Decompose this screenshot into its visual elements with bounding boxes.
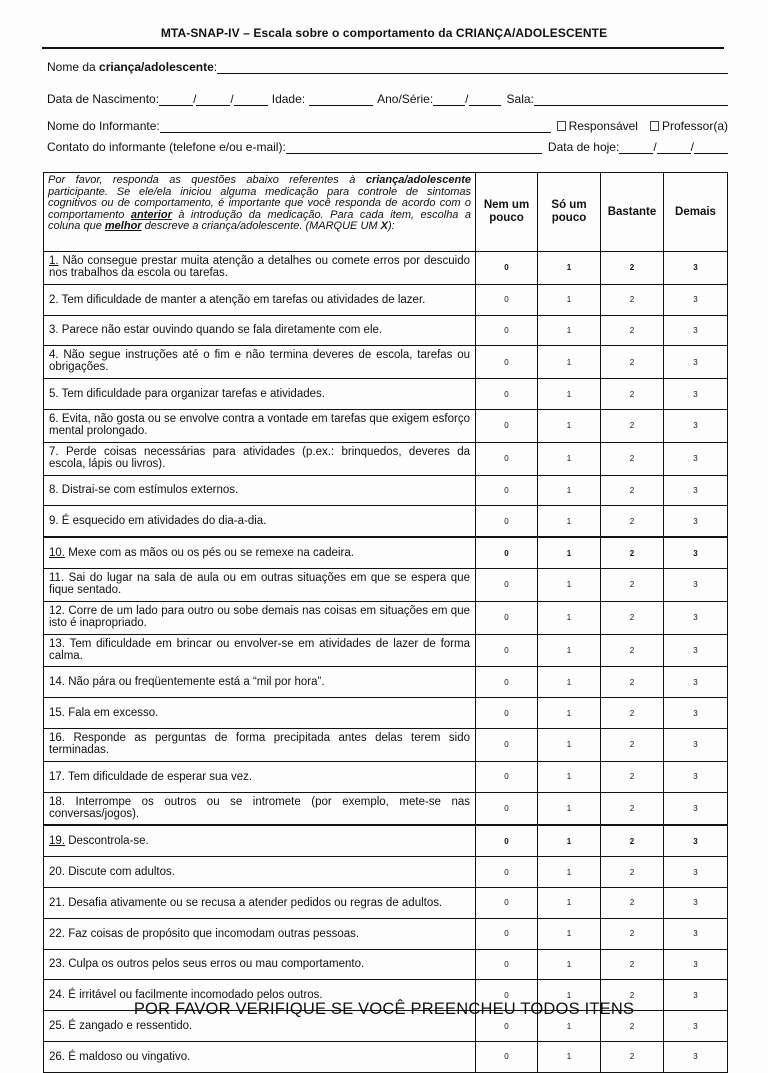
item-number: 16. [49, 731, 65, 744]
item-text [44, 698, 476, 729]
table-row [44, 887, 728, 918]
rating-cell-1[interactable]: 1 [538, 537, 601, 568]
item-text [44, 315, 476, 346]
table-row [44, 601, 728, 634]
item-statement: Tem dificuldade de manter a atenção em tarefas ou atividades de lazer. [61, 293, 426, 306]
rating-cell-0[interactable]: 0 [476, 315, 538, 346]
class-field[interactable] [469, 93, 501, 106]
informant-label: Nome do Informante: [47, 119, 160, 133]
form-title: MTA-SNAP-IV – Escala sobre o comportamento da CRIANÇA/ADOLESCENTE [160, 26, 608, 40]
rating-cell-1[interactable]: 1 [538, 568, 601, 601]
birth-row: Data de Nascimento: / / Idade: Ano/Série: / Sala: [47, 92, 728, 106]
rating-cell-3[interactable]: 3 [664, 284, 728, 315]
item-number: 21. [49, 896, 65, 909]
rating-table [43, 172, 728, 1073]
child-name-label: Nome da criança/adolescente: [47, 60, 218, 74]
rating-cell-3[interactable]: 3 [664, 887, 728, 918]
rating-cell-3[interactable]: 3 [664, 634, 728, 667]
checkbox-icon [650, 121, 659, 131]
table-row [44, 442, 728, 475]
item-statement: Não consegue prestar muita atenção a detalhes ou comete erros por descuido nos trabalhos da escola ou tarefas. [49, 255, 471, 279]
rating-cell-2[interactable]: 2 [601, 887, 664, 918]
item-text [44, 379, 476, 410]
item-statement: Responde as perguntas de forma precipitada antes delas terem sido terminadas. [49, 731, 471, 756]
item-statement: Não pára ou freqüentemente está a “mil por hora”. [68, 676, 325, 689]
item-number: 25. [49, 1020, 65, 1033]
rating-cell-0[interactable]: 0 [476, 918, 538, 949]
table-row [44, 506, 728, 537]
rating-cell-0[interactable]: 0 [476, 857, 538, 888]
table-row [44, 634, 728, 667]
room-field[interactable] [534, 93, 728, 106]
item-text [44, 568, 476, 601]
item-text [44, 728, 476, 761]
item-text [44, 1041, 476, 1072]
table-row [44, 568, 728, 601]
item-statement: Desafia ativamente ou se recusa a atender pedidos ou regras de adultos. [68, 896, 443, 909]
column-header-quite-a-bit: Bastante [601, 173, 664, 252]
item-number: 19. [49, 835, 65, 848]
table-row [44, 346, 728, 379]
item-number: 15. [49, 707, 65, 720]
item-statement: Fala em excesso. [68, 707, 159, 720]
item-text [44, 761, 476, 792]
rating-cell-1[interactable]: 1 [538, 728, 601, 761]
rating-cell-1[interactable]: 1 [538, 634, 601, 667]
rating-cell-3[interactable]: 3 [664, 728, 728, 761]
grade-field[interactable] [433, 93, 465, 106]
item-number: 5. [49, 388, 59, 401]
column-header-not-at-all: Nem um pouco [476, 173, 538, 252]
rating-cell-2[interactable]: 2 [601, 379, 664, 410]
item-number: 2. [49, 293, 59, 306]
item-statement: Culpa os outros pelos seus erros ou mau comportamento. [68, 958, 365, 971]
rating-cell-2[interactable]: 2 [601, 537, 664, 568]
item-number: 11. [49, 571, 65, 584]
today-day-field[interactable] [619, 141, 653, 154]
rating-cell-3[interactable]: 3 [664, 949, 728, 980]
item-statement: Sai do lugar na sala de aula ou em outras situações em que se espera que fique sentado. [49, 571, 470, 596]
rating-cell-1[interactable]: 1 [538, 980, 601, 1011]
item-text [44, 601, 476, 634]
rating-cell-3[interactable]: 3 [664, 409, 728, 442]
item-text [44, 792, 476, 825]
table-row [44, 1041, 728, 1072]
checkbox-icon [557, 121, 566, 131]
rating-cell-3[interactable]: 3 [664, 1011, 728, 1042]
rating-cell-2[interactable]: 2 [601, 442, 664, 475]
rating-cell-2[interactable]: 2 [601, 506, 664, 537]
contact-row: Contato do informante (telefone e/ou e-mail): Data de hoje: / / [47, 140, 728, 154]
title-divider [42, 47, 724, 49]
rating-cell-3[interactable]: 3 [664, 601, 728, 634]
item-number: 10. [49, 547, 65, 560]
table-row [44, 949, 728, 980]
rating-cell-2[interactable]: 2 [601, 634, 664, 667]
table-row [44, 284, 728, 315]
contact-field[interactable] [286, 141, 542, 154]
rating-cell-1[interactable]: 1 [538, 761, 601, 792]
rating-cell-1[interactable]: 1 [538, 918, 601, 949]
item-text [44, 857, 476, 888]
rating-cell-1[interactable]: 1 [538, 442, 601, 475]
rating-cell-0[interactable]: 0 [476, 634, 538, 667]
rating-cell-1[interactable]: 1 [538, 857, 601, 888]
rating-cell-0[interactable]: 0 [476, 792, 538, 825]
item-number: 1. [49, 255, 59, 267]
today-label: Data de hoje: [547, 140, 620, 154]
rating-cell-0[interactable]: 0 [476, 698, 538, 729]
rating-cell-3[interactable]: 3 [664, 918, 728, 949]
item-text [44, 506, 476, 537]
table-row [44, 315, 728, 346]
table-row [44, 379, 728, 410]
rating-cell-3[interactable]: 3 [664, 568, 728, 601]
rating-cell-0[interactable]: 0 [476, 379, 538, 410]
item-text [44, 284, 476, 315]
table-row [44, 698, 728, 729]
rating-cell-0[interactable]: 0 [476, 601, 538, 634]
item-text [44, 537, 476, 568]
item-number: 12. [49, 604, 65, 617]
teacher-checkbox[interactable]: Professor(a) [650, 119, 728, 133]
room-label: Sala: [506, 92, 534, 106]
rating-cell-0[interactable]: 0 [476, 825, 538, 856]
item-number: 26. [49, 1050, 65, 1063]
rating-cell-3[interactable]: 3 [664, 315, 728, 346]
rating-cell-0[interactable]: 0 [476, 980, 538, 1011]
rating-cell-2[interactable]: 2 [601, 409, 664, 442]
rating-cell-2[interactable]: 2 [601, 315, 664, 346]
rating-cell-3[interactable]: 3 [664, 442, 728, 475]
rating-cell-0[interactable]: 0 [476, 949, 538, 980]
item-statement: É esquecido em atividades do dia-a-dia. [61, 515, 267, 528]
rating-cell-0[interactable]: 0 [476, 442, 538, 475]
rating-cell-0[interactable]: 0 [476, 1011, 538, 1042]
item-statement: É irritável ou facilmente incomodado pelos outros. [68, 989, 323, 1002]
item-number: 4. [49, 349, 59, 362]
instructions: Por favor, responda as questões abaixo referentes à criança/adolescente participante. Se ele/ela iniciou alguma medicação para controle de sintomas cognitivos ou de comportamento, é importante que você responda de acordo com o comportamento anterior à introdução da medicação. Para cada item, escolha a coluna que melhor descreve a criança/adolescente. (MARQUE UM X): [44, 173, 476, 252]
rating-cell-3[interactable]: 3 [664, 698, 728, 729]
rating-cell-1[interactable]: 1 [538, 284, 601, 315]
child-name-row [47, 60, 728, 74]
item-text [44, 887, 476, 918]
rating-cell-2[interactable]: 2 [601, 1011, 664, 1042]
item-text [44, 475, 476, 506]
item-number: 23. [49, 958, 65, 971]
item-number: 14. [49, 676, 65, 689]
informant-field[interactable] [160, 120, 551, 133]
item-statement: Tem dificuldade em brincar ou envolver-se em atividades de lazer de forma calma. [49, 637, 470, 662]
rating-cell-3[interactable]: 3 [664, 667, 728, 698]
item-statement: Corre de um lado para outro ou sobe demais nas coisas em situações em que isto é inapropriado. [49, 604, 470, 629]
item-number: 13. [49, 637, 65, 650]
table-row [44, 857, 728, 888]
item-text [44, 918, 476, 949]
rating-cell-3[interactable]: 3 [664, 980, 728, 1011]
rating-cell-1[interactable]: 1 [538, 825, 601, 856]
rating-cell-1[interactable]: 1 [538, 792, 601, 825]
rating-cell-3[interactable]: 3 [664, 379, 728, 410]
informant-row [47, 119, 728, 133]
table-row [44, 728, 728, 761]
item-statement: É zangado e ressentido. [68, 1020, 193, 1033]
rating-cell-0[interactable]: 0 [476, 346, 538, 379]
rating-cell-1[interactable]: 1 [538, 252, 601, 285]
column-header-just-a-little: Só um pouco [538, 173, 601, 252]
table-row [44, 475, 728, 506]
item-number: 9. [49, 515, 59, 528]
rating-cell-0[interactable]: 0 [476, 761, 538, 792]
item-number: 18. [49, 795, 65, 808]
rating-cell-0[interactable]: 0 [476, 667, 538, 698]
item-statement: Descontrola-se. [68, 835, 149, 848]
rating-cell-3[interactable]: 3 [664, 475, 728, 506]
rating-cell-1[interactable]: 1 [538, 409, 601, 442]
item-text [44, 667, 476, 698]
rating-cell-2[interactable]: 2 [601, 1041, 664, 1072]
birth-month-field[interactable] [196, 93, 230, 106]
rating-cell-2[interactable]: 2 [601, 918, 664, 949]
item-text [44, 346, 476, 379]
rating-cell-2[interactable]: 2 [601, 728, 664, 761]
item-number: 3. [49, 324, 59, 337]
rating-cell-1[interactable]: 1 [538, 698, 601, 729]
item-number: 6. [49, 412, 59, 425]
table-row [44, 761, 728, 792]
item-number: 24. [49, 989, 65, 1002]
birth-day-field[interactable] [159, 93, 193, 106]
rating-cell-1[interactable]: 1 [538, 667, 601, 698]
item-text [44, 634, 476, 667]
birth-date-label: Data de Nascimento: [47, 92, 160, 106]
rating-cell-0[interactable]: 0 [476, 887, 538, 918]
rating-cell-1[interactable]: 1 [538, 949, 601, 980]
rating-cell-3[interactable]: 3 [664, 825, 728, 856]
rating-cell-2[interactable]: 2 [601, 792, 664, 825]
table-row [44, 667, 728, 698]
table-row [44, 792, 728, 825]
table-row [44, 918, 728, 949]
rating-cell-0[interactable]: 0 [476, 568, 538, 601]
rating-cell-2[interactable]: 2 [601, 568, 664, 601]
rating-cell-3[interactable]: 3 [664, 252, 728, 285]
item-text [44, 949, 476, 980]
item-statement: Parece não estar ouvindo quando se fala diretamente com ele. [61, 324, 383, 337]
item-number: 8. [49, 484, 59, 497]
rating-cell-1[interactable]: 1 [538, 601, 601, 634]
rating-cell-2[interactable]: 2 [601, 761, 664, 792]
rating-cell-2[interactable]: 2 [601, 475, 664, 506]
footer-reminder: POR FAVOR VERIFIQUE SE VOCÊ PREENCHEU TODOS ITENS [133, 1000, 635, 1018]
rating-cell-0[interactable]: 0 [476, 506, 538, 537]
item-statement: Tem dificuldade de esperar sua vez. [68, 770, 253, 783]
rating-cell-2[interactable]: 2 [601, 949, 664, 980]
rating-cell-1[interactable]: 1 [538, 379, 601, 410]
age-field[interactable] [309, 93, 373, 106]
item-statement: Faz coisas de propósito que incomodam outras pessoas. [68, 927, 360, 940]
rating-cell-2[interactable]: 2 [601, 284, 664, 315]
today-month-field[interactable] [657, 141, 691, 154]
rating-cell-1[interactable]: 1 [538, 346, 601, 379]
table-row [44, 825, 728, 856]
child-name-field[interactable] [217, 61, 728, 74]
rating-cell-2[interactable]: 2 [601, 857, 664, 888]
table-row [44, 409, 728, 442]
item-number: 17. [49, 770, 65, 783]
rating-cell-2[interactable]: 2 [601, 698, 664, 729]
rating-cell-2[interactable]: 2 [601, 667, 664, 698]
rating-cell-3[interactable]: 3 [664, 537, 728, 568]
item-statement: É maldoso ou vingativo. [68, 1050, 191, 1063]
rating-cell-3[interactable]: 3 [664, 761, 728, 792]
table-row [44, 252, 728, 285]
rating-cell-0[interactable]: 0 [476, 252, 538, 285]
rating-cell-3[interactable]: 3 [664, 792, 728, 825]
age-label: Idade: [271, 92, 306, 106]
rating-cell-2[interactable]: 2 [601, 346, 664, 379]
column-header-very-much: Demais [664, 173, 728, 252]
rating-cell-2[interactable]: 2 [601, 252, 664, 285]
rating-cell-1[interactable]: 1 [538, 475, 601, 506]
item-statement: Distrai-se com estímulos externos. [61, 484, 239, 497]
rating-cell-0[interactable]: 0 [476, 728, 538, 761]
rating-cell-1[interactable]: 1 [538, 887, 601, 918]
item-text [44, 442, 476, 475]
rating-cell-2[interactable]: 2 [601, 601, 664, 634]
rating-cell-1[interactable]: 1 [538, 506, 601, 537]
rating-cell-0[interactable]: 0 [476, 1041, 538, 1072]
today-year-field[interactable] [694, 141, 728, 154]
item-statement: Mexe com as mãos ou os pés ou se remexe na cadeira. [68, 547, 354, 560]
rating-cell-1[interactable]: 1 [538, 1011, 601, 1042]
item-number: 20. [49, 866, 65, 879]
guardian-checkbox[interactable]: Responsável [557, 119, 638, 133]
contact-label: Contato do informante (telefone e/ou e-mail): [47, 140, 286, 154]
rating-cell-0[interactable]: 0 [476, 284, 538, 315]
item-text [44, 825, 476, 856]
item-statement: Evita, não gosta ou se envolve contra a vontade em tarefas que exigem esforço mental prolongado. [49, 412, 470, 437]
birth-year-field[interactable] [234, 93, 268, 106]
item-number: 7. [49, 445, 59, 458]
rating-cell-1[interactable]: 1 [538, 315, 601, 346]
item-statement: Discute com adultos. [68, 866, 175, 879]
rating-cell-0[interactable]: 0 [476, 475, 538, 506]
item-statement: Perde coisas necessárias para atividades (p.ex.: brinquedos, deveres da escola, lápis ou livros). [49, 445, 470, 470]
rating-cell-3[interactable]: 3 [664, 1041, 728, 1072]
rating-cell-3[interactable]: 3 [664, 346, 728, 379]
item-text [44, 252, 476, 285]
item-statement: Interrompe os outros ou se intromete (por exemplo, mete-se nas conversas/jogos). [49, 795, 470, 820]
item-statement: Não segue instruções até o fim e não termina deveres de escola, tarefas ou obrigações. [49, 349, 470, 374]
rating-cell-0[interactable]: 0 [476, 537, 538, 568]
table-row [44, 537, 728, 568]
grade-label: Ano/Série: [377, 92, 434, 106]
item-statement: Tem dificuldade para organizar tarefas e atividades. [61, 388, 325, 401]
item-number: 22. [49, 927, 65, 940]
rating-cell-2[interactable]: 2 [601, 825, 664, 856]
rating-cell-0[interactable]: 0 [476, 409, 538, 442]
rating-cell-2[interactable]: 2 [601, 980, 664, 1011]
rating-cell-1[interactable]: 1 [538, 1041, 601, 1072]
rating-cell-3[interactable]: 3 [664, 506, 728, 537]
item-text [44, 409, 476, 442]
rating-cell-3[interactable]: 3 [664, 857, 728, 888]
